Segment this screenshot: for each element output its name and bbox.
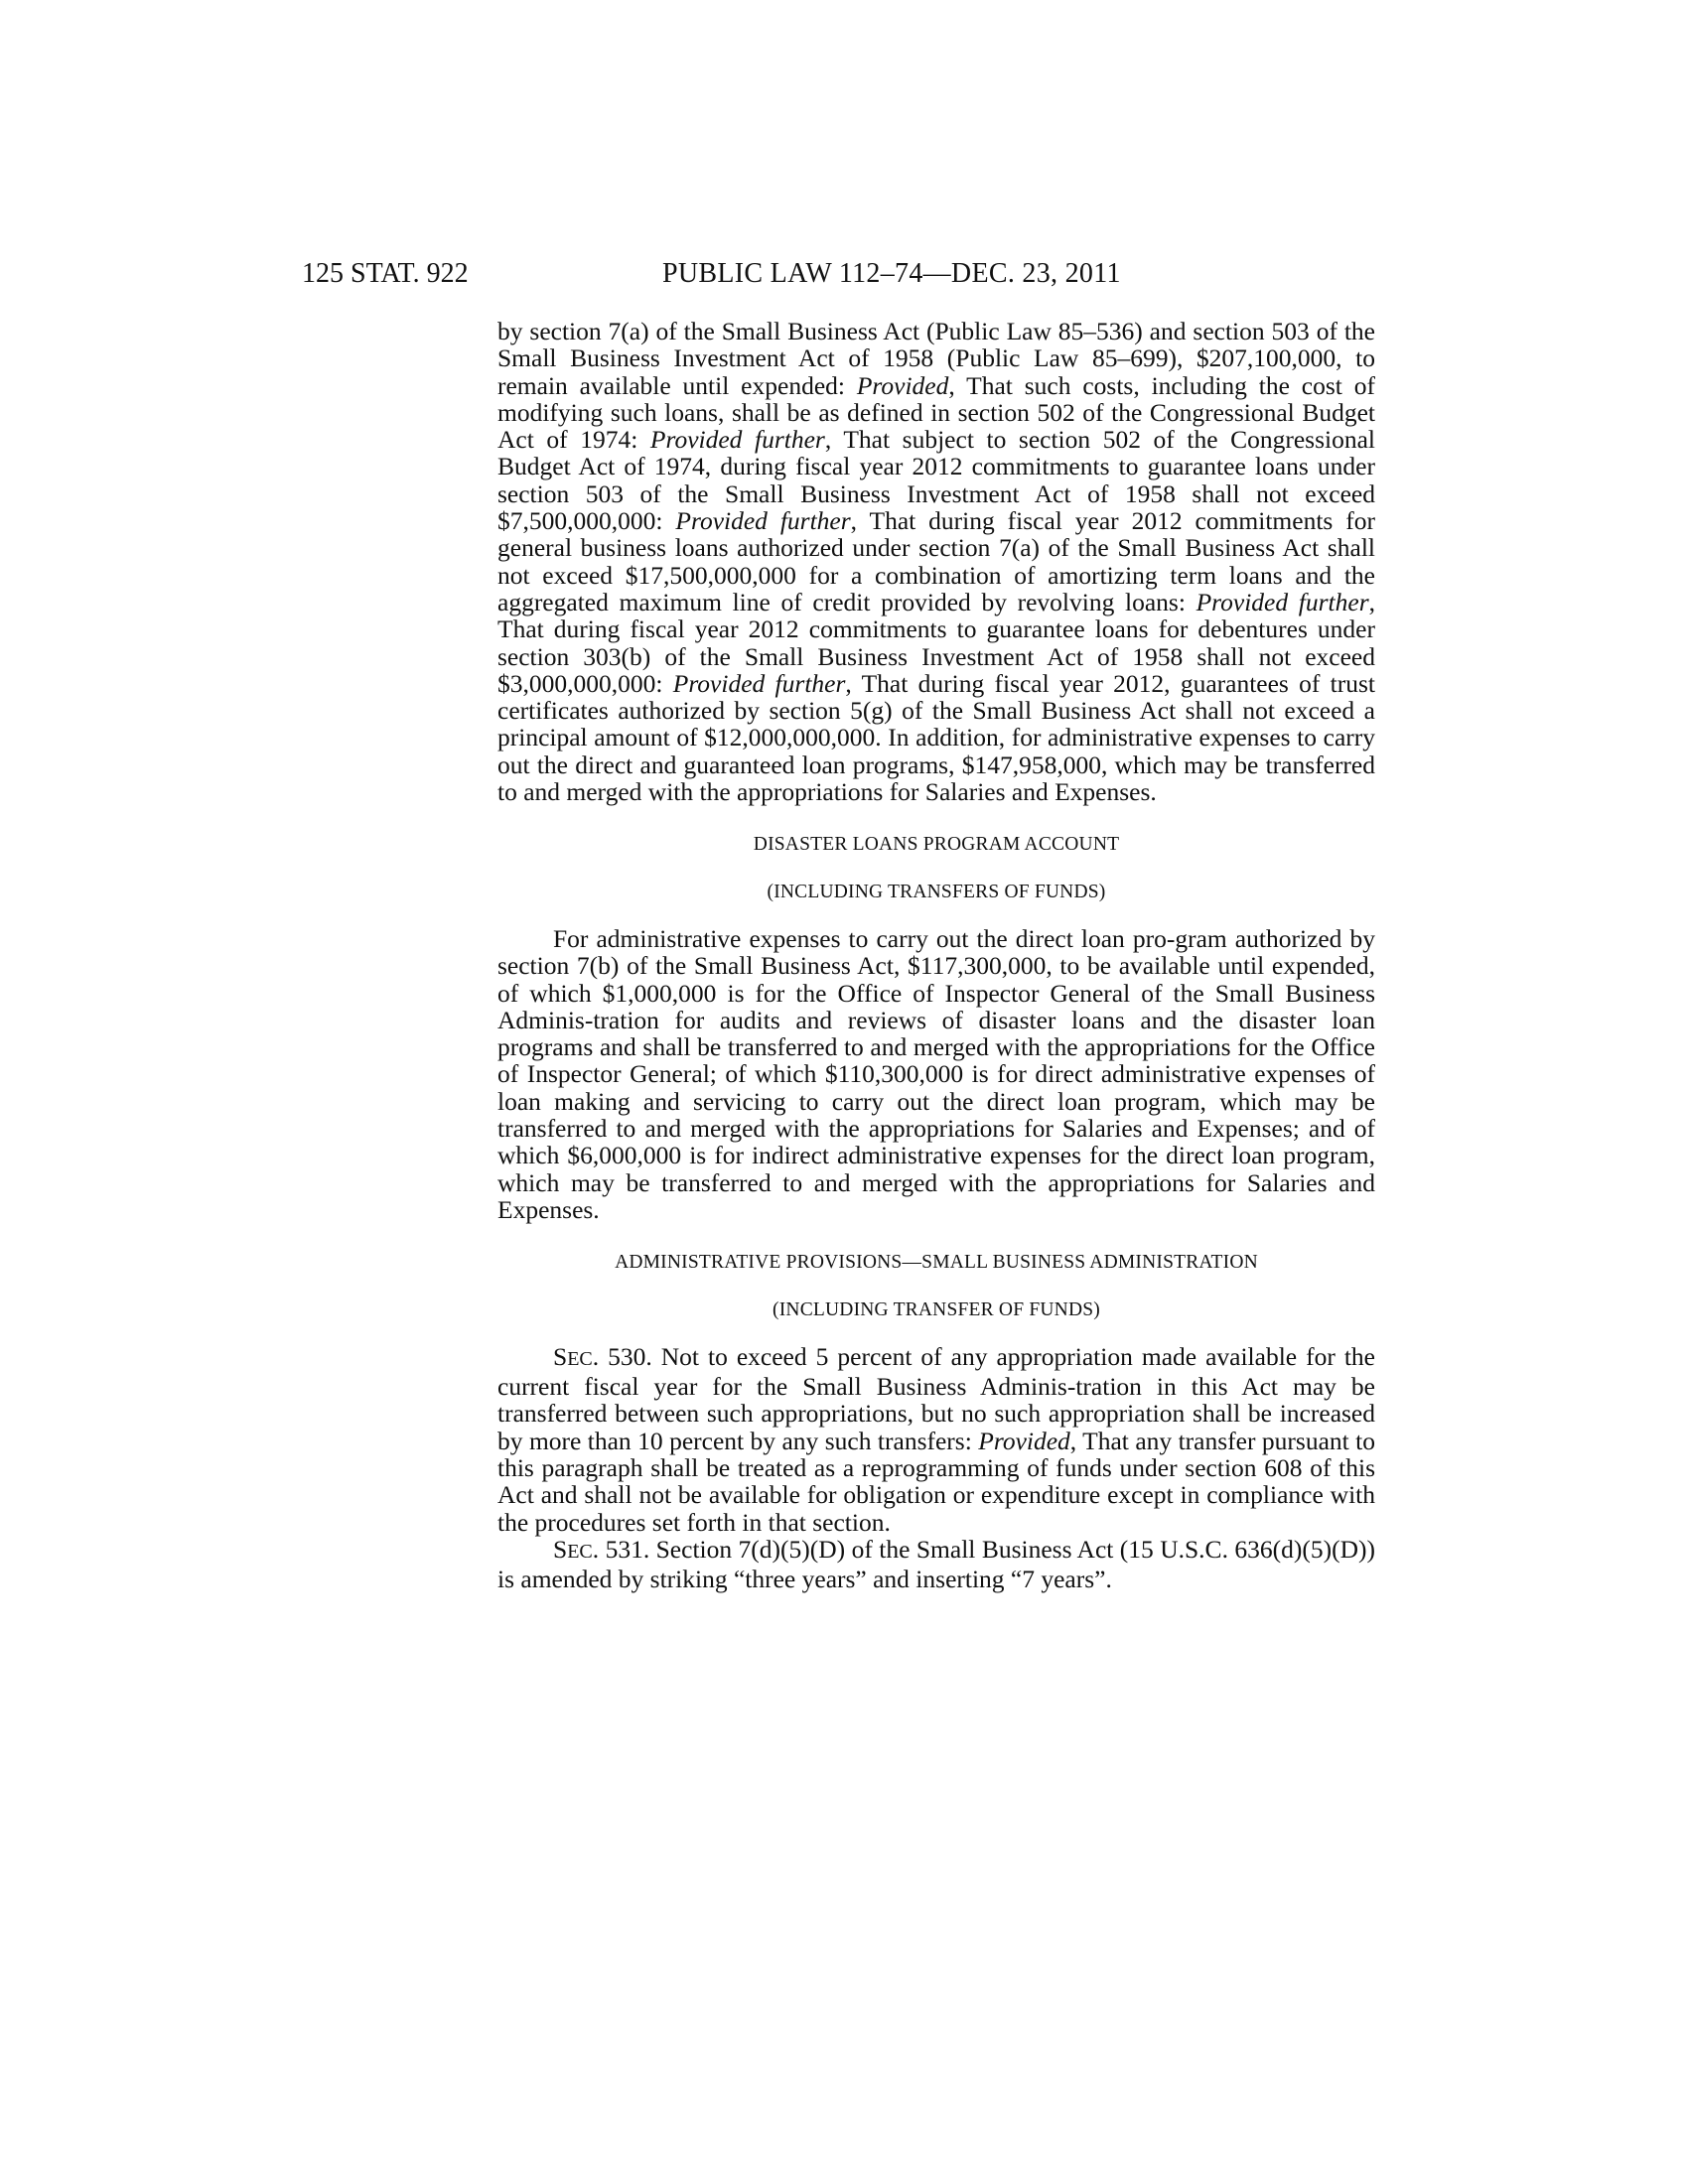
text-run: , That such costs, including the cost of modifying such loans, shall be as defined in section 502 of the Congressional Budget Act of 1974: <box>497 370 1375 455</box>
provided-italic: Provided <box>856 370 949 400</box>
text-run: , That during fiscal year 2012, guarantees of trust certificates authorized by section 5(g) of the Small Business Act shall not exceed a principal amount of $12,000,000,000. In addition, for administrative expenses to carry out the direct and guaranteed loan programs, $147,958,000, which may be transferred to and merged with the appropriations for Salaries and Expenses. <box>497 668 1375 807</box>
provided-italic: Provided further <box>675 506 851 536</box>
paragraph-sec-530 <box>497 1343 1375 1536</box>
text-run: Section 7(d)(5)(D) of the Small Business Act (15 U.S.C. 636(d)(5)(D)) is amended by striking “three years” and inserting “7 years”. <box>497 1534 1375 1594</box>
paragraph-business-loans <box>497 318 1375 805</box>
text-run: , That subject to section 502 of the Congressional Budget Act of 1974, during fiscal year 2012 commitments to guarantee loans under section 503 of the Small Business Investment Act of 1958 shall not exceed $7,500,000,000: <box>497 425 1376 536</box>
public-law-title: PUBLIC LAW 112–74—DEC. 23, 2011 <box>662 258 1121 289</box>
provided-italic: Provided further <box>649 425 825 455</box>
page-header <box>302 254 1379 294</box>
text-run: by section 7(a) of the Small Business Act (Public Law 85–536) and section 503 of the Small Business Investment Act of 1958 (Public Law 85–699), $207,100,000, to remain available until expended: <box>497 317 1375 400</box>
paragraph-disaster-loans: For administrative expenses to carry out the direct loan pro-gram authorized by section 7(b) of the Small Business Act, $117,300,000, to be available until expended, of which $1,000,000 is for the Office of Inspector General of the Small Business Adminis-tration for audits and reviews of disaster loans and the disaster loan programs and shall be transferred to and merged with the appropriations for the Office of Inspector General; of which $110,300,000 is for direct administrative expenses of loan making and servicing to carry out the direct loan program, which may be transferred to and merged with the appropriations for Salaries and Expenses; and of which $6,000,000 is for indirect administrative expenses for the direct loan program, which may be transferred to and merged with the appropriations for Salaries and Expenses. <box>497 923 1375 1224</box>
provided-italic: Provided <box>978 1426 1070 1455</box>
document-body <box>497 318 1375 1592</box>
provided-italic: Provided further <box>1196 587 1369 616</box>
section-subheading-disaster-loans: (INCLUDING TRANSFERS OF FUNDS) <box>767 881 1106 902</box>
text-run: , That any transfer pursuant to this paragraph shall be treated as a reprogramming of funds under section 608 of this Act and shall not be available for obligation or expenditure except in compliance with the procedures set forth in that section. <box>497 1426 1375 1537</box>
section-label: SEC. 531. <box>553 1534 656 1564</box>
section-subheading-administrative-provisions: (INCLUDING TRANSFER OF FUNDS) <box>773 1298 1100 1320</box>
provided-italic: Provided further <box>672 668 846 698</box>
statute-page-number: 125 STAT. 922 <box>302 258 469 289</box>
text-run: , That during fiscal year 2012 commitments for general business loans authorized under section 7(a) of the Small Business Act shall not exceed $17,500,000,000 for a combination of amortizing term loans and the aggregated maximum line of credit provided by revolving loans: <box>497 506 1375 616</box>
section-heading-disaster-loans: DISASTER LOANS PROGRAM ACCOUNT <box>753 834 1120 856</box>
paragraph-sec-531 <box>497 1536 1375 1593</box>
text-run: , That during fiscal year 2012 commitments to guarantee loans for debentures under section 303(b) of the Small Business Investment Act of 1958 shall not exceed $3,000,000,000: <box>497 587 1375 698</box>
text-run: Not to exceed 5 percent of any appropriation made available for the current fiscal year for the Small Business Adminis-tration in this Act may be transferred between such appropriations, but no such appropriation shall be increased by more than 10 percent by any such transfers: <box>497 1341 1375 1455</box>
section-label: SEC. 530. <box>553 1341 661 1371</box>
section-heading-administrative-provisions: ADMINISTRATIVE PROVISIONS—SMALL BUSINESS ADMINISTRATION <box>615 1252 1258 1274</box>
